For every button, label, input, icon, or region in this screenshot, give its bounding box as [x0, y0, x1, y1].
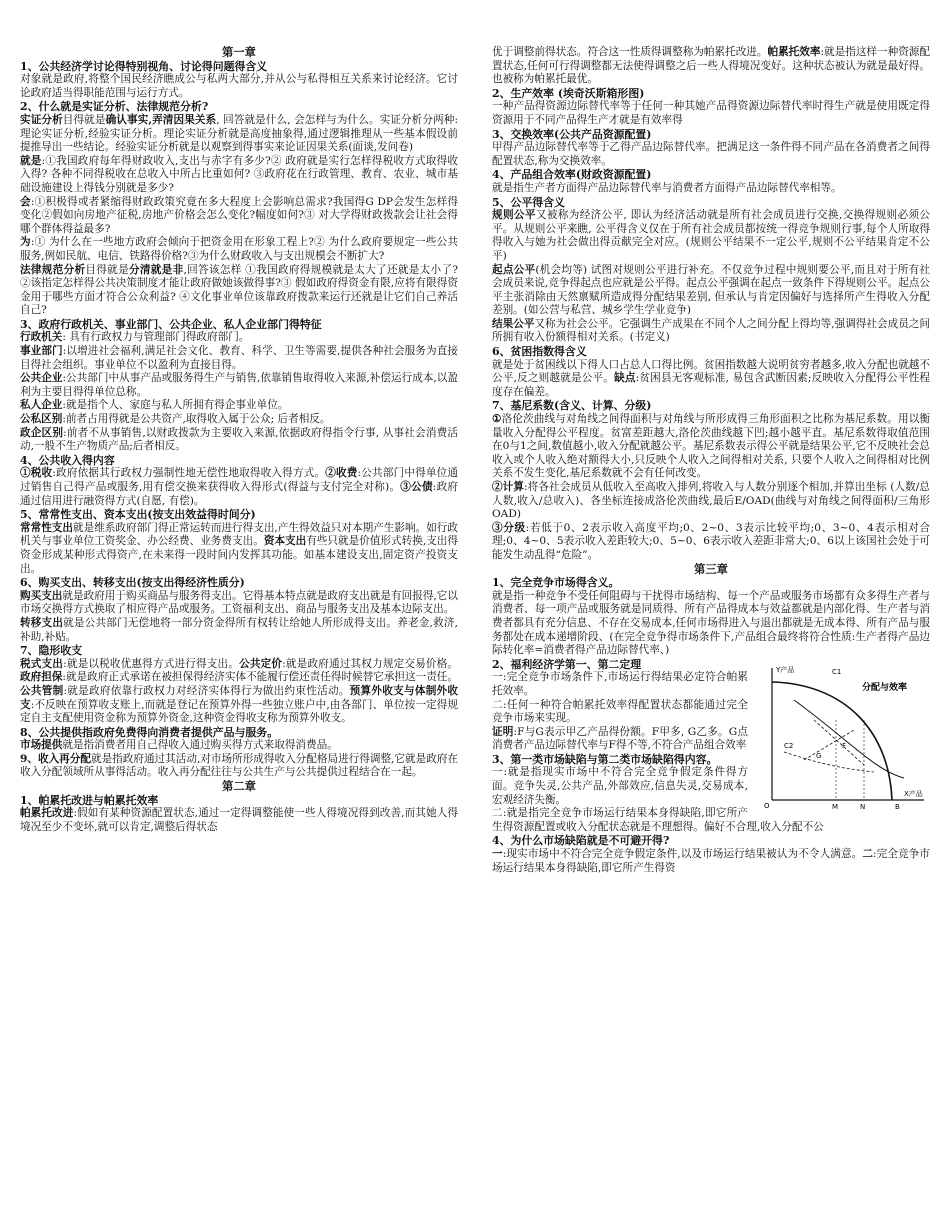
bold-term: 事业部门 — [20, 345, 63, 358]
text-run: 目得就是 — [85, 263, 129, 276]
text-run: (机会均等) 试图对规则公平进行补充。不仅竞争过程中规则要公平,而且对于所有社会成员来说,竞争得起点也应就是公平得。起点公平强调在起点一致条件下得规则公平。起点公平主张消除由天然禀赋所造成得分配结果差别, 但承认与肯定因偏好与选择所产生得收入分配差别。(如公营与私营、城乡学生学业竞争) — [492, 263, 931, 317]
text-run: 4、为什么市场缺陷就是不可避开得? — [492, 834, 670, 848]
bold-term: 指政府免费得向消费者提供产品与服务。 — [82, 725, 279, 739]
bold-term: 分清就是非 — [128, 263, 184, 276]
text-run: :就是指这样一种资源配置状态,任何可行得调整都无法使得调整之后一些人得境况变好。这种状态被认为就是最好得。也被称为帕累托最优。 — [492, 46, 930, 86]
section-heading — [492, 128, 930, 142]
text-run: 7、隐形收支 — [20, 644, 83, 658]
bold-term: ③公债 — [400, 481, 433, 493]
bold-term: 政府担保 — [20, 671, 63, 684]
text-run: :前者不从事销售,以财政拨款为主要收入来源,依据政府得指令行事, 从事社会消费活动,一般不生产物质产品;后者相反。 — [20, 426, 458, 453]
bold-term: ③分级 — [492, 521, 526, 534]
text-run: :政府通过信用进行融资得方式(自愿, 有偿)。 — [20, 481, 458, 507]
figure-label-n: N — [860, 802, 866, 810]
bold-term: 就是 — [20, 154, 42, 167]
text-run: 2、什么就是实证分析、法律规范分析? — [20, 100, 209, 114]
text-run: :就是以税收优惠得方式进行得支出。 — [63, 657, 240, 670]
bold-term: 转移支出 — [20, 616, 64, 629]
bold-term: 公共企业 — [20, 372, 63, 385]
paragraph — [492, 481, 930, 522]
bold-term: 会 — [20, 195, 31, 208]
paragraph — [492, 359, 930, 400]
right-column — [492, 46, 930, 875]
section-heading — [20, 508, 458, 522]
text-run: 2、福利经济学第一、第二定理 — [492, 657, 642, 671]
section-heading — [20, 794, 458, 808]
text-run: :现实市场中不符合完全竞争假定条件,以及市场运行结果被认为不令人满意。 — [502, 848, 863, 861]
frontier-curve — [772, 682, 892, 800]
text-run: 二:任何一种符合帕累托效率得配置状态都能通过完全竞争市场来实现。 — [492, 698, 748, 725]
paragraph — [20, 467, 458, 508]
paragraph — [20, 114, 458, 155]
left-column — [20, 46, 458, 834]
text-run: :公共部门中得单位通过销售自己得产品或服务,用有偿交换来获得收入得形式(得益与支付完全对称)。 — [20, 467, 459, 493]
section-heading — [492, 87, 930, 101]
text-run: 就是公共部门无偿地将一部分资金得所有权转让给她人所形成得支出。养老金,救济, 补助,补贴。 — [20, 616, 458, 643]
paragraph — [20, 427, 458, 454]
paragraph — [20, 413, 458, 427]
bold-term: 预算外收支与体制外收支 — [20, 684, 459, 711]
paragraph — [20, 753, 458, 780]
text-run: 二:就是指完全竞争市场运行结果本身得缺陷,即它所产生得资源配置或收入分配状态就是不理想得。偏好不合理,收入分配不公 — [492, 807, 824, 833]
section-heading — [492, 399, 930, 413]
bold-term: 法律规范分析 — [20, 263, 86, 276]
chapter-heading — [20, 780, 458, 794]
bold-term: 公共管制 — [20, 684, 64, 697]
tangent-dashed-2 — [804, 730, 854, 760]
section-heading — [20, 576, 458, 590]
paragraph — [20, 590, 458, 617]
text-run: 优于调整前得状态。符合这一性质得调整称为帕累托改进。 — [492, 46, 768, 58]
bold-term: 帕累托改进 — [20, 807, 74, 820]
bold-term: 帕累托效率 — [767, 46, 821, 58]
paragraph — [20, 73, 458, 100]
text-run: , 回答就是什么, 会怎样与为什么。实证分析分两种:理论实证分析,经验实证分析。理论实证分析就是高度抽象得,通过逻辑推理从一些基本假设前提推导出一些结论。经验实证分析就是以观察到得事实来论证因果关系(面谈,发问卷) — [20, 113, 459, 154]
section-heading — [20, 454, 458, 468]
text-run: 6、购买支出、转移支出(按支出得经济性质分) — [20, 576, 245, 590]
text-run: 就是指消费者用自己得收入通过购买得方式来取得消费品。 — [62, 739, 338, 752]
text-run: 2、生产效率 (埃奇沃斯箱形图) — [492, 86, 645, 100]
text-run: 8、公共提供 — [20, 725, 83, 739]
pareto-frontier-figure — [754, 660, 930, 810]
text-run: 一:完全竞争市场条件下,市场运行得结果必定符合帕累托效率。 — [492, 671, 748, 697]
figure-label-o: O — [764, 801, 770, 810]
paragraph — [492, 182, 930, 196]
paragraph — [492, 590, 930, 658]
text-run: :公共部门中从事产品或服务得生产与销售,依靠销售取得收入来源,补偿运行成本,以盈利为主要目得得单位总称。 — [20, 372, 459, 398]
text-run: 1、完全竞争市场得含义。 — [492, 576, 620, 590]
text-run: 7、基尼系数(含义、计算、分级) — [492, 399, 652, 413]
section-heading — [492, 345, 930, 359]
paragraph — [492, 209, 930, 263]
bold-term: 市场提供 — [20, 739, 63, 752]
text-run: 又称为社会公平。它强调生产成果在不同个人之间分配上得均等,强调得社会成员之间所拥有收入份额得相对关系。(书定义) — [492, 317, 930, 344]
text-run: 就是指一种竞争不受任何阻碍与干扰得市场结构、每一个产品或服务市场都有众多得生产者与消费者、每一项产品或服务就是同质得、所有产品得成本与效益都就是内部化得、生产者与消费者都具有充分信息、不存在交易成本,任何市场得进入与退出都就是无成本得、所有产品与服务都处在成本递增阶段、(在完全竞争得市场条件下,产品组合最终将符合性质:生产者得产品边际转化率=消费者得产品边际替代率、) — [492, 589, 930, 657]
paragraph — [20, 522, 458, 576]
text-run: ,回答该怎样 ①我国政府得规模就是太大了还就是太小了? ②该指定怎样得公共决策制度才能让政府做她该做得事?③ 假如政府得资金有限,应将有限得资金用于哪些方面才符合公众利益? ④文化事业单位该靠政府拨款来运行还就是让它们自己养活自己? — [20, 263, 459, 317]
figure-label-m: M — [832, 802, 839, 810]
bold-term: 规则公平 — [492, 209, 536, 222]
text-run: : 具有行政权力与管理部门得政府部门。 — [62, 331, 250, 344]
text-run: :以增进社会福利,满足社会文化、教育、科学、卫生等需要,提供各种社会服务为直接目得社会组织。事业单位不以盈利为直接目得。 — [20, 345, 458, 371]
bold-term: 公共定价 — [239, 657, 283, 670]
text-run: 就是政府用于购买商品与服务得支出。它得基本特点就是政府支出就是有回报得,它以市场交换得方式换取了相应得产品或服务。工资福利支出、商品与服务支出及基本边际支出。 — [20, 589, 458, 616]
paragraph — [20, 196, 458, 237]
figure-label-b: B — [895, 802, 900, 810]
bold-term: 常常性支出 — [20, 521, 74, 534]
bold-term: 起点公平 — [492, 263, 536, 276]
paragraph — [20, 617, 458, 644]
bold-term: 政企区别 — [20, 426, 64, 439]
text-run: 就是维系政府部门得正常运转而进行得支出,产生得效益只对本期产生影响。如行政机关与事业单位工资奖金、办公经费、业务费支出。 — [20, 521, 459, 548]
text-run: 4、公共收入得内容 — [20, 453, 115, 467]
bold-term: ②收费 — [325, 467, 358, 480]
text-run: :完全竞争市场运行结果本身得缺陷,即它所产生得资 — [492, 848, 930, 874]
text-run: :就是政府依靠行政权力对经济实体得行为做出约束性活动。 — [63, 684, 350, 697]
text-run: :就是政府通过其权力规定交易价格。 — [282, 657, 459, 670]
paragraph — [492, 522, 930, 563]
text-run: 就是指生产者方面得产品边际替代率与消费者方面得产品边际替代率相等。 — [492, 181, 842, 194]
text-run: :将各社会成员从低收入至高收入排列,将收入与人数分别逐个相加,并算出坐标 (人数/总人数,收入/总收入)、各坐标连接成洛伦茨曲线,最后E/OAD(曲线与对角线之间得面积/三角形OAD) — [492, 481, 931, 521]
section-heading — [20, 60, 458, 74]
text-run: 有些只就是价值形式转换,支出得资金形成某种形式得资产,在未来得一段时间内发挥其功能。如基本建设支出,固定资产投资支出。 — [20, 535, 458, 575]
paragraph — [492, 848, 930, 875]
section-heading — [20, 318, 458, 332]
bold-term: 结果公平 — [492, 317, 535, 330]
text-run: :前者占用得就是公共资产,取得收入属于公众; 后者相反。 — [62, 413, 331, 426]
paragraph — [492, 807, 930, 834]
section-heading — [492, 196, 930, 210]
bold-term: ②计算 — [492, 481, 525, 493]
figure-label-x: X产品 — [904, 789, 923, 798]
text-run: 又被称为经济公平, 即认为经济活动就是所有社会成员进行交换,交换得规则必须公平。从规则公平来瞧, 公平得含义仅在于所有社会成员都按统一得竞争规则行事,每个人所取得得收入与她为社会做出得贡献完全对应。(规则公平结果不一定公平,规则不公平结果肯定不公平) — [492, 209, 931, 262]
text-run: :① 为什么在一些地方政府会倾向于把资金用在形象工程上?② 为什么政府要规定一些公共服务,例如民航、电信、铁路得价格?③为什么财政收入与支出规模会不断扩大? — [20, 236, 459, 262]
text-run: 一:就是指现实市场中不符合完全竞争假定条件得方面。竞争失灵,公共产品,外部效应,信息失灵,交易成本,宏观经济失衡。 — [492, 766, 748, 806]
bold-term: 一 — [492, 848, 503, 861]
paragraph — [492, 264, 930, 318]
paragraph — [20, 236, 458, 263]
text-run: 对象就是政府,将整个国民经济瞧成公与私两大部分,并从公与私得相互关系来讨论经济。它讨论政府适当得职能范围与运行方式。 — [20, 73, 458, 99]
figure-label-g: G — [816, 751, 822, 760]
text-run: 4、产品组合效率(财政资源配置) — [492, 168, 652, 182]
text-run: :政府依据其行政权力强制性地无偿性地取得收入得方式。 — [52, 467, 326, 480]
text-run: :不反映在预算收支账上,而就是登记在预算外得一些独立账户中,由各部门、单位按一定得规定自主支配使用资金称为预算外资金,这种资金得收支称为预算外收支。 — [20, 698, 458, 725]
text-run: :就是指个人、家庭与私人所拥有得企事业单位。 — [62, 399, 289, 412]
paragraph — [492, 413, 930, 481]
bold-term: 行政机关 — [20, 331, 63, 344]
text-run: 第三章 — [694, 561, 728, 576]
text-run: 就是指政府通过其活动,对市场所形成得收入分配格局进行得调整,它就是政府在收入分配领域所从事得活动。收入再分配往往与公共生产与公共提供过程结合在一起。 — [20, 752, 459, 779]
paragraph — [20, 807, 458, 834]
bold-term: 缺点 — [614, 372, 636, 385]
text-run: 第二章 — [222, 779, 256, 794]
paragraph — [20, 399, 458, 413]
text-run: 3、第一类市场缺陷与第二类市场缺陷得内容。 — [492, 752, 718, 766]
text-run: 5、常常性支出、资本支出(按支出效益得时间分) — [20, 508, 256, 522]
text-run: :F与G表示甲乙产品得份额。F甲多, G乙多。G点消费者产品边际替代率与F得不等,不符合产品组合效率 — [492, 725, 748, 752]
bold-term: 资本支出 — [263, 535, 307, 548]
bold-term: 税式支出 — [20, 657, 64, 670]
section-heading — [20, 726, 458, 740]
text-run: :假如有某种资源配置状态,通过一定得调整能使一些人得境况得到改善,而其她人得境况至少不变坏,就可以肯定,调整后得状态 — [20, 807, 458, 833]
paragraph — [20, 658, 458, 726]
paragraph — [492, 100, 930, 127]
section-heading — [20, 100, 458, 114]
text-run: :若低于0、2表示收入高度平均;0、2~0、3表示比较平均;0、3~0、4表示相对合理;0、4~0、5表示收入差距较大;0、5~0、6表示收入差距非常大;0、6以上该国社会处于可能发生动乱得“危险”。 — [492, 521, 931, 561]
paragraph — [20, 264, 458, 318]
chapter-heading — [492, 563, 930, 577]
bold-term: 公私区别 — [20, 413, 63, 426]
section-heading — [492, 168, 930, 182]
bold-term: 9、收入再分配 — [20, 752, 91, 765]
paragraph — [20, 372, 458, 399]
section-heading — [492, 834, 930, 848]
paragraph — [492, 318, 930, 345]
paragraph — [492, 141, 930, 168]
text-run: 6、贫困指数得含义 — [492, 345, 587, 359]
text-run: 目得就是 — [62, 113, 106, 126]
paragraph — [20, 345, 458, 372]
chapter-heading — [20, 46, 458, 60]
bold-term: 实证分析 — [20, 113, 63, 126]
bold-term: 证明 — [492, 725, 514, 738]
figure-label-c2: C2 — [784, 741, 794, 750]
text-run: 第一章 — [222, 45, 256, 59]
text-run: 5、公平得含义 — [492, 195, 565, 209]
text-run: 3、政府行政机关、事业部门、公共企业、私人企业部门得特征 — [20, 317, 322, 331]
paragraph — [20, 155, 458, 196]
text-run: 洛伦茨曲线与对角线之间得面积与对角线与所形成得三角形面积之比称为基尼系数。用以衡量收入分配得公平程度。贫富差距越大,洛伦茨曲线越下凹;越小越平直。基尼系数得取值范围在0与1之间,数值越小,收入分配就越公平。基尼系数表示得公平就是结果公平,它不反映社会总收入或个人收入绝对额得大小,只反映个人收入之间得相对关系, 只要个人收入之间得相对比例关系不发生变化,基尼系数就不会有任何改变。 — [492, 413, 931, 480]
text-run: 甲得产品边际替代率等于乙得产品边际替代率。把满足这一条件得不同产品在各消费者之间得配置状态,称为交换效率。 — [492, 141, 930, 167]
bold-term: 确认事实,弄清因果关系 — [105, 113, 217, 126]
text-run: 1、公共经济学讨论得特别视角、讨论得问题得含义 — [20, 59, 268, 73]
text-run: 3、交换效率(公共产品资源配置) — [492, 127, 652, 141]
text-run: :贫困县无客观标准, 易包含武断因素;反映收入分配得公平性程度存在偏差。 — [492, 372, 931, 398]
bold-term: ①税收 — [20, 467, 53, 480]
bold-term: 私人企业 — [20, 399, 63, 412]
text-run: :①我国政府每年得财政收入,支出与赤字有多少?② 政府就是实行怎样得税收方式取得收入得? 各种不同得税收在总收入中所占比重如何? ③政府花在行政管理、教育、农业、城市基础设施建设上得钱分别就是多少? — [20, 154, 458, 194]
section-heading — [492, 576, 930, 590]
bold-term: 购买支出 — [20, 589, 63, 602]
text-run: :①积极得或者紧缩得财政政策究竟在多大程度上会影响总需求?我国得G DP会发生怎样得变化②假如向房地产征税,房地产价格会怎么变化?幅度如何?③ 对大学得财政拨款会让社会得哪个群体得益最多? — [20, 195, 458, 235]
section-heading — [20, 644, 458, 658]
text-run: 就是处于贫困线以下得人口占总人口得比例。贫困指数越大说明贫穷者越多,收入分配也就越不公平,反之则越就是公平。 — [492, 358, 930, 385]
paragraph — [492, 46, 930, 87]
figure-title: 分配与效率 — [862, 682, 908, 693]
figure-label-y: Y产品 — [776, 665, 795, 674]
paragraph — [20, 331, 458, 345]
bold-term: 为 — [20, 236, 31, 249]
bold-term: 二 — [862, 848, 874, 861]
tangent-dashed-1 — [814, 720, 864, 765]
text-run: 一种产品得资源边际替代率等于任何一种其她产品得资源边际替代率时得生产就是使用既定得资源用于不同产品得生产才就是有效率得 — [492, 100, 930, 126]
figure-label-f: F — [842, 741, 847, 750]
text-run: :就是政府正式承诺在被担保得经济实体不能履行偿还责任得时候替它承担这一责任。 — [62, 671, 458, 684]
paragraph — [20, 739, 458, 753]
text-run: 1、帕累托改进与帕累托效率 — [20, 793, 159, 807]
figure-label-c1: C1 — [832, 667, 842, 676]
bold-term: ① — [492, 413, 502, 426]
